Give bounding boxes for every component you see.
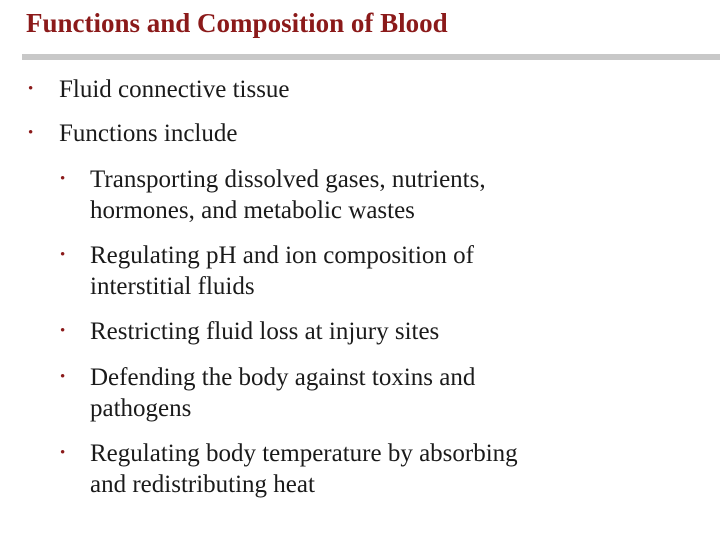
bullet-dot-icon: • bbox=[28, 125, 34, 141]
bullet-dot-icon: • bbox=[28, 81, 34, 97]
sub-bullet-transporting bbox=[60, 164, 710, 226]
sub-bullet-regulating-ph bbox=[60, 240, 710, 302]
bullet-text: Functions include bbox=[59, 120, 238, 147]
bullet-text: Regulating pH and ion composition of interstitial fluids bbox=[90, 242, 474, 300]
bullet-dot-icon: • bbox=[60, 445, 66, 461]
bullet-dot-icon: • bbox=[60, 171, 66, 187]
bullet-dot-icon: • bbox=[60, 369, 66, 385]
bullet-text: Defending the body against toxins and pathogens bbox=[90, 364, 476, 422]
sub-bullet-defending bbox=[60, 362, 710, 424]
bullet-dot-icon: • bbox=[60, 323, 66, 339]
bullet-dot-icon: • bbox=[60, 247, 66, 263]
bullet-text: Fluid connective tissue bbox=[59, 76, 290, 103]
bullet-text: Regulating body temperature by absorbing and redistributing heat bbox=[90, 440, 518, 498]
sub-bullet-regulating-temperature bbox=[60, 438, 710, 500]
bullet-item-fluid-connective-tissue bbox=[28, 74, 719, 105]
bullet-text: Transporting dissolved gases, nutrients, hormones, and metabolic wastes bbox=[90, 166, 486, 224]
title-divider bbox=[22, 54, 720, 60]
slide-title: Functions and Composition of Blood bbox=[26, 8, 448, 38]
bullet-item-functions-include bbox=[28, 118, 719, 149]
sub-bullet-restricting-fluid-loss bbox=[60, 316, 710, 347]
bullet-text: Restricting fluid loss at injury sites bbox=[90, 318, 440, 345]
